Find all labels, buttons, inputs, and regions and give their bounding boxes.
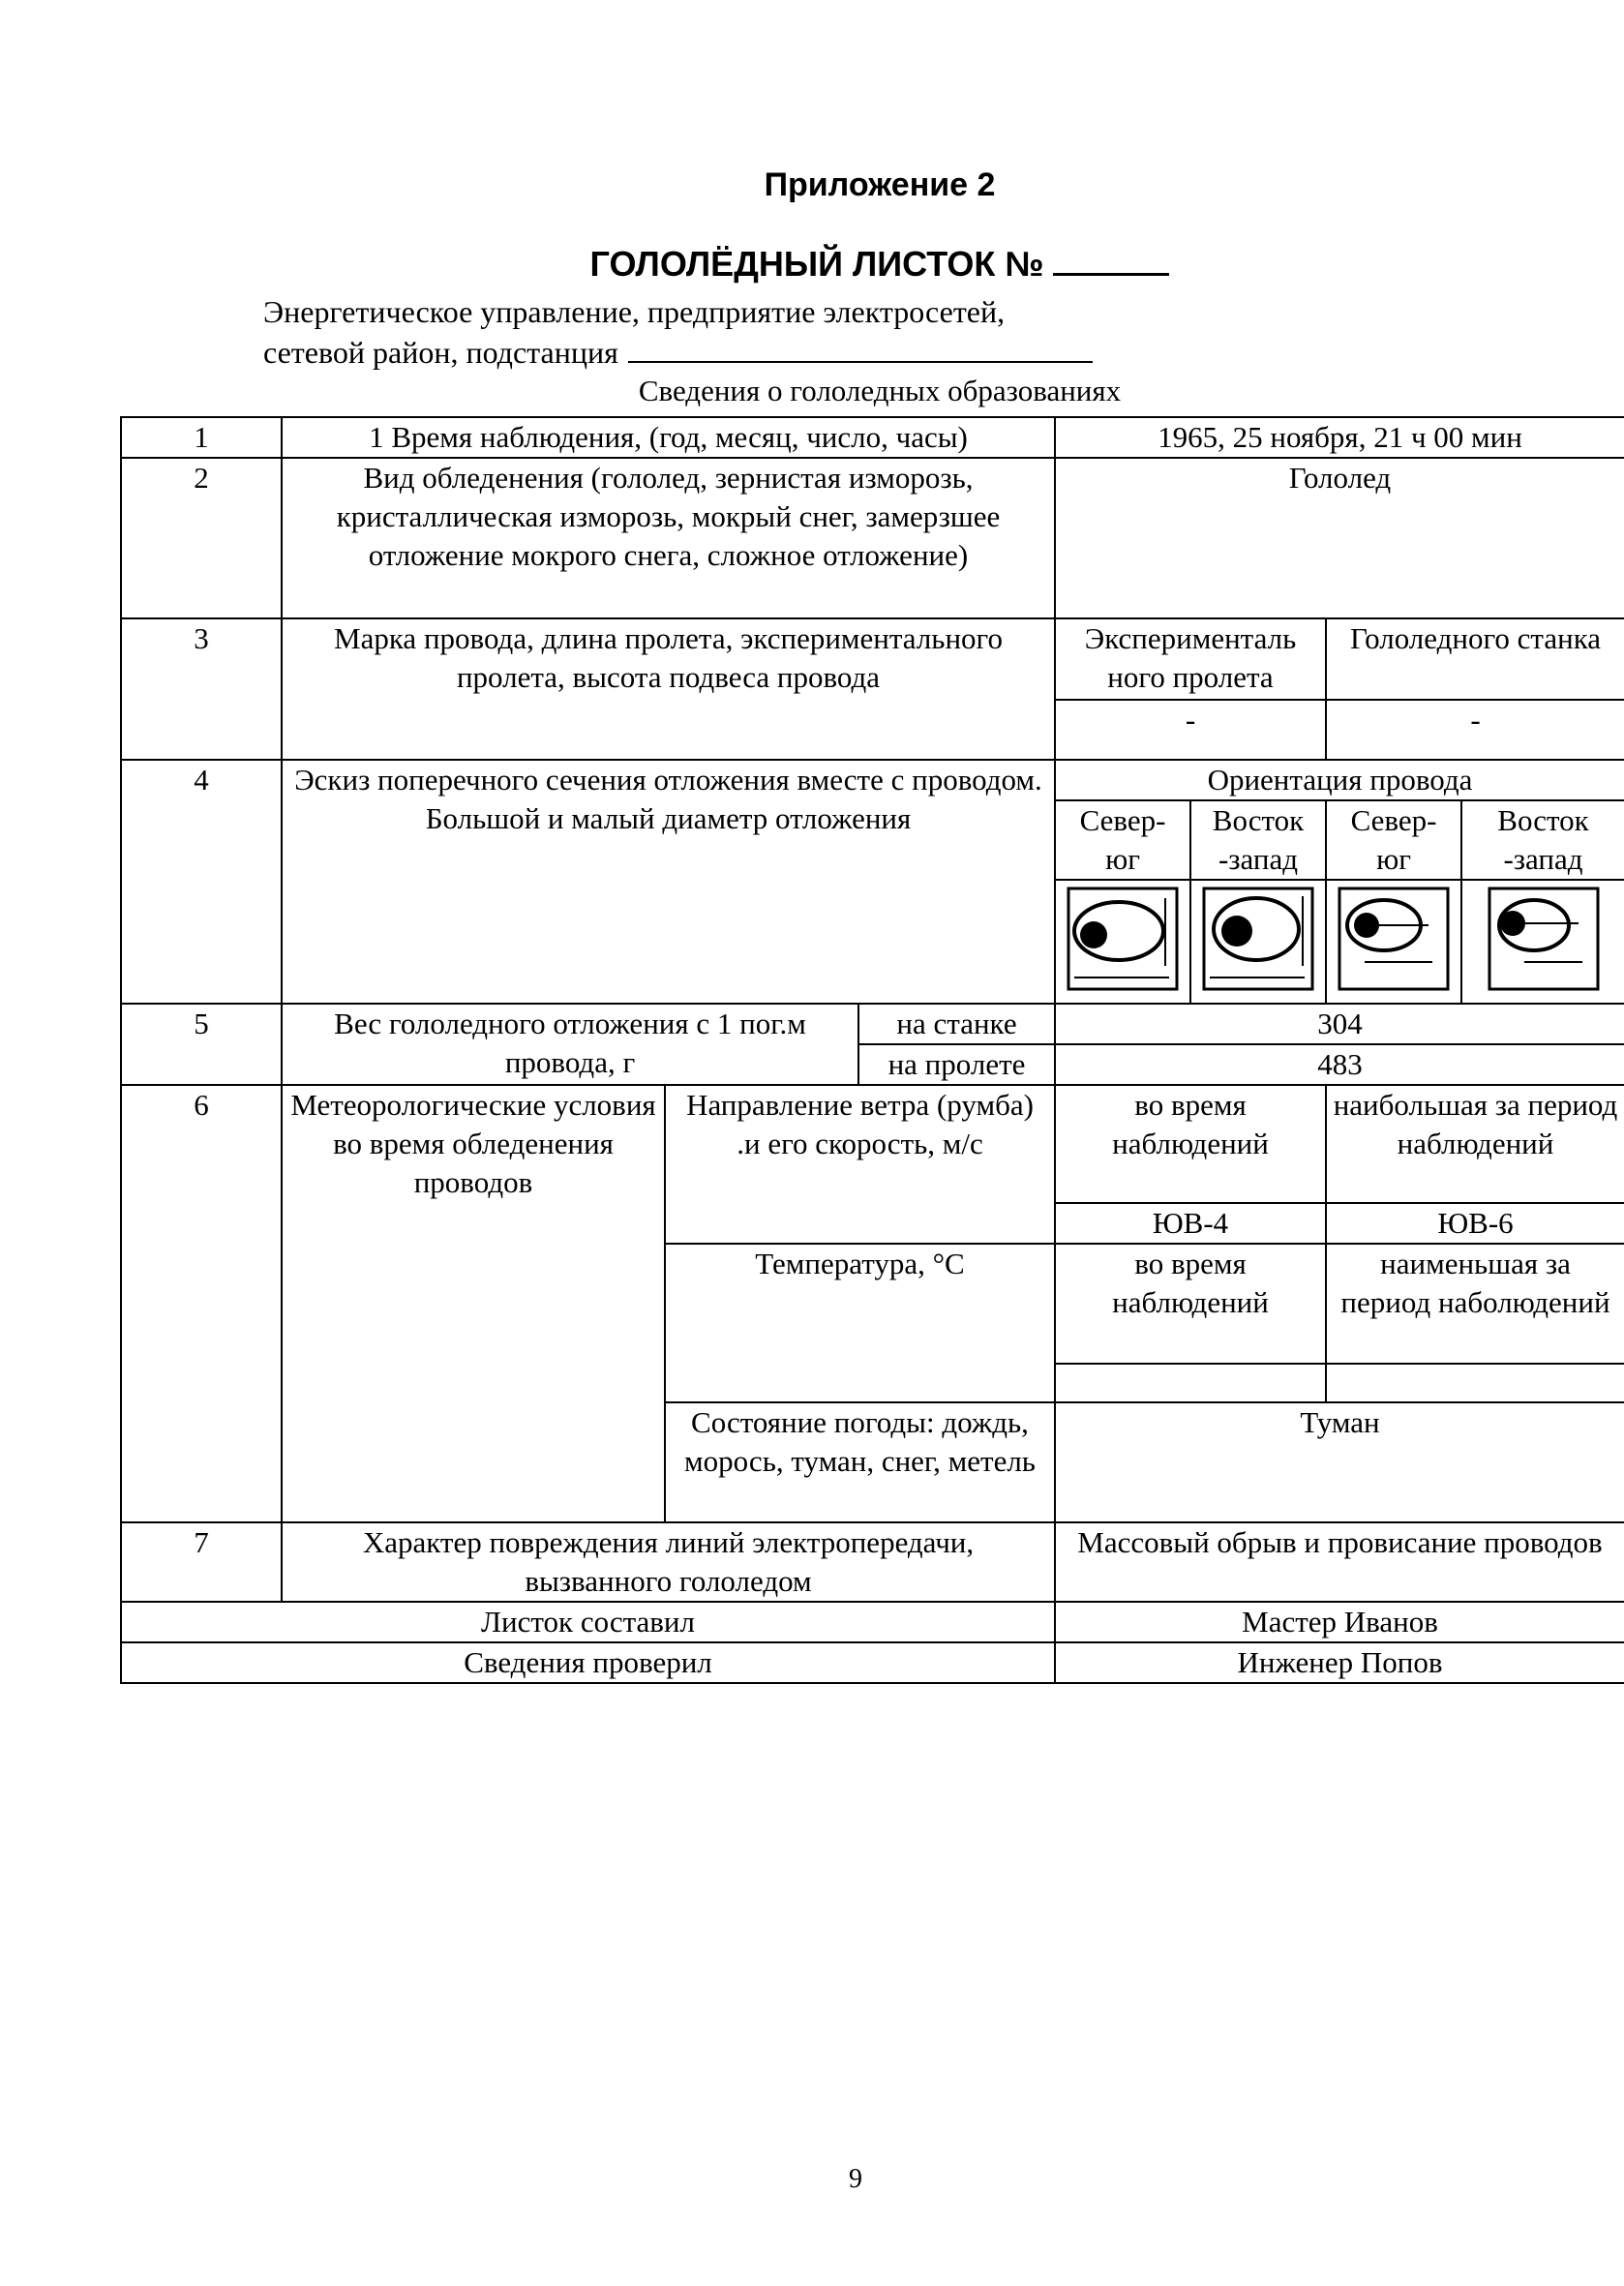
sketch-cell: [1461, 880, 1624, 1004]
row-number: 3: [121, 618, 282, 760]
table-row: [121, 1522, 1624, 1602]
wind-max-value: ЮВ-6: [1326, 1203, 1624, 1244]
table-row: [121, 1602, 1624, 1642]
on-span-label: на пролете: [858, 1044, 1055, 1085]
table-row: [121, 1085, 1624, 1203]
checked-by-value: Инженер Попов: [1055, 1642, 1624, 1683]
wind-label: Направление ветра (румба) .и его скорость, м/с: [665, 1085, 1055, 1244]
temp-min-value: [1326, 1364, 1624, 1402]
experimental-span-value: -: [1055, 700, 1326, 760]
table-row: [121, 1642, 1624, 1683]
orientation-east-west: Восток -запад: [1190, 800, 1326, 880]
table-row: [121, 458, 1624, 618]
table-row: [121, 760, 1624, 800]
row-number: 6: [121, 1085, 282, 1522]
ice-stand-value: -: [1326, 700, 1624, 760]
ice-report-table: [120, 416, 1624, 1684]
compiled-by-value: Мастер Иванов: [1055, 1602, 1624, 1642]
form-title: [0, 244, 1624, 285]
ice-sketch-icon: [1336, 885, 1452, 993]
sketch-cell: [1190, 880, 1326, 1004]
on-stand-label: на станке: [858, 1004, 1055, 1044]
icing-type-label: Вид обледенения (гололед, зернистая изморозь, кристаллическая изморозь, мокрый снег, замерзшее отложение мокрого снега, сложное отложение): [282, 458, 1055, 618]
orientation-east-west: Восток -запад: [1461, 800, 1624, 880]
page-number: 9: [849, 2164, 862, 2194]
wind-during-header: во время наблюдений: [1055, 1085, 1326, 1203]
form-number-blank: [1053, 244, 1169, 276]
header-line-1: Энергетическое управление, предприятие электросетей,: [263, 294, 1006, 329]
ice-sketch-icon: [1065, 885, 1181, 993]
header-line-2-text: сетевой район, подстанция: [263, 335, 618, 370]
table-row: [121, 1004, 1624, 1044]
table-row: [121, 618, 1624, 700]
meteo-conditions-label: Метеорологические условия во время обледенения проводов: [282, 1085, 665, 1522]
on-span-value: 483: [1055, 1044, 1624, 1085]
sketch-cell: [1055, 880, 1190, 1004]
row-number: 4: [121, 760, 282, 1004]
orientation-north-south: Север- юг: [1326, 800, 1461, 880]
appendix-label: Приложение 2: [764, 166, 996, 203]
row-number: 1: [121, 417, 282, 458]
ice-stand-header: Гололедного станка: [1326, 618, 1624, 700]
row-number: 7: [121, 1522, 282, 1602]
row-number: 5: [121, 1004, 282, 1085]
ice-sketch-icon: [1486, 885, 1602, 993]
header-line-2: [263, 333, 1093, 372]
wire-brand-label: Марка провода, длина пролета, экспериментального пролета, высота подвеса провода: [282, 618, 1055, 760]
damage-label: Характер повреждения линий электропередачи, вызванного гололедом: [282, 1522, 1055, 1602]
icing-type-value: Гололед: [1055, 458, 1624, 618]
observation-time-value: 1965, 25 ноября, 21 ч 00 мин: [1055, 417, 1624, 458]
weather-label: Состояние погоды: дождь, морось, туман, снег, метель: [665, 1402, 1055, 1522]
wire-orientation-header: Ориентация провода: [1055, 760, 1624, 800]
substation-blank: [628, 334, 1093, 363]
temp-during-header: во время наблюдений: [1055, 1244, 1326, 1364]
on-stand-value: 304: [1055, 1004, 1624, 1044]
sketch-cell: [1326, 880, 1461, 1004]
experimental-span-header: Эксперименталь ного пролета: [1055, 618, 1326, 700]
ice-sketch-icon: [1200, 885, 1316, 993]
weather-value: Туман: [1055, 1402, 1624, 1522]
checked-by-label: Сведения проверил: [121, 1642, 1055, 1683]
ice-weight-label: Вес гололедного отложения с 1 пог.м провода, г: [282, 1004, 858, 1085]
temp-during-value: [1055, 1364, 1326, 1402]
temperature-label: Температура, °С: [665, 1244, 1055, 1402]
orientation-north-south: Север- юг: [1055, 800, 1190, 880]
wind-max-header: наибольшая за период наблюдений: [1326, 1085, 1624, 1203]
table-row: [121, 417, 1624, 458]
compiled-by-label: Листок составил: [121, 1602, 1055, 1642]
temp-min-header: наименьшая за период наболюдений: [1326, 1244, 1624, 1364]
form-title-text: ГОЛОЛЁДНЫЙ ЛИСТОК №: [589, 244, 1044, 284]
wind-during-value: ЮВ-4: [1055, 1203, 1326, 1244]
damage-value: Массовый обрыв и провисание проводов: [1055, 1522, 1624, 1602]
observation-time-label: 1 Время наблюдения, (год, месяц, число, часы): [282, 417, 1055, 458]
section-title: Сведения о гололедных образованиях: [638, 374, 1122, 407]
cross-section-label: Эскиз поперечного сечения отложения вместе с проводом. Большой и малый диаметр отложения: [282, 760, 1055, 1004]
row-number: 2: [121, 458, 282, 618]
